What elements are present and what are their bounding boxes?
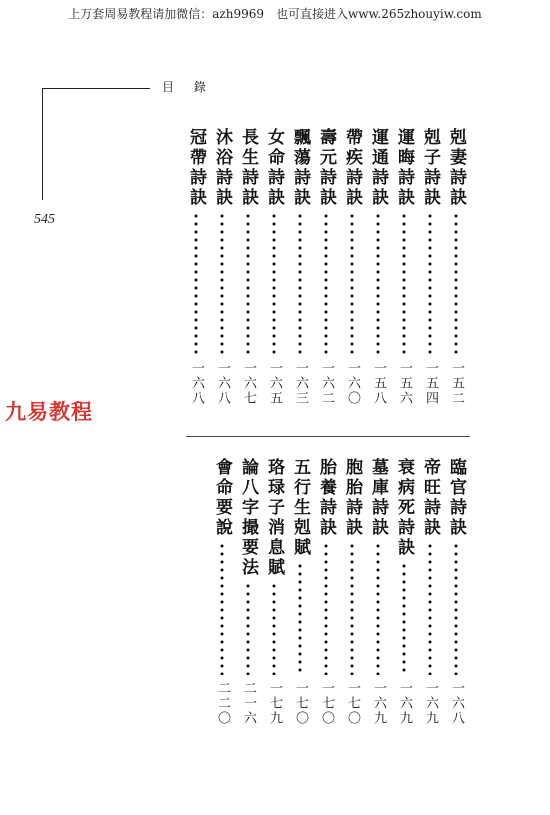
toc-entry[interactable] [314,458,338,726]
dot-leader [428,542,432,675]
toc-entry-title: 臨官詩訣 [446,458,466,538]
header-title: 目 錄 [162,80,214,94]
toc-entry-title: 會命要說 [212,458,232,538]
toc-entry-page: 一七〇 [319,681,334,726]
toc-entry-page: 一五四 [423,361,438,406]
toc-entry[interactable] [236,458,260,726]
toc-entry[interactable] [418,458,442,726]
dot-leader [220,212,224,355]
toc-entry-page: 一六七 [241,361,256,406]
dot-leader [272,582,276,675]
toc-entry-title: 女命詩訣 [264,128,284,208]
toc-entry-title: 剋子詩訣 [420,128,440,208]
dot-leader [454,542,458,675]
toc-entry-title: 壽元詩訣 [316,128,336,208]
section-divider [186,436,470,437]
toc-entry-title: 衰病死詩訣 [394,458,414,558]
toc-entry[interactable] [236,128,260,406]
top-banner: 上万套周易教程请加微信：azh9969 也可直接进入www.265zhouyiw.com [68,7,482,21]
toc-entry[interactable] [340,458,364,726]
toc-entry-page: 一六九 [371,681,386,726]
toc-entry-page: 一六八 [215,361,230,406]
toc-entry-title: 飄蕩詩訣 [290,128,310,208]
toc-entry[interactable] [392,128,416,406]
toc-entry-page: 一六五 [267,361,282,406]
dot-leader [246,582,250,675]
toc-entry[interactable] [262,128,286,406]
toc-entry[interactable] [262,458,286,726]
toc-entry-page: 一五六 [397,361,412,406]
dot-leader [428,212,432,355]
toc-entry-page: 一六九 [423,681,438,726]
toc-entry-title: 運晦詩訣 [394,128,414,208]
dot-leader [324,212,328,355]
dot-leader [350,542,354,675]
toc-entry-page: 一七九 [267,681,282,726]
toc-entry-page: 一七〇 [345,681,360,726]
toc-entry-title: 論八字撮要法 [238,458,258,578]
dot-leader [402,212,406,355]
toc-entry-title: 胎養詩訣 [316,458,336,538]
dot-leader [194,212,198,355]
dot-leader [220,542,224,675]
toc-entry-page: 一七〇 [293,681,308,726]
toc-entry-title: 沐浴詩訣 [212,128,232,208]
toc-entry[interactable] [444,458,468,726]
dot-leader [298,212,302,355]
toc-entry-page: 一六八 [449,681,464,726]
toc-entry-title: 胞胎詩訣 [342,458,362,538]
toc-entry-title: 珞琭子消息賦 [264,458,284,578]
toc-entry-page: 一六二 [319,361,334,406]
page-number: 545 [34,212,55,227]
toc-entry-title: 墓庫詩訣 [368,458,388,538]
frame-horizontal-line [42,88,150,89]
toc-entry-page: 一六〇 [345,361,360,406]
toc-entry-page: 一六三 [293,361,308,406]
dot-leader [376,542,380,675]
dot-leader [298,562,302,675]
toc-entry-title: 五行生剋賦 [290,458,310,558]
toc-entry[interactable] [210,128,234,406]
toc-entry-title: 長生詩訣 [238,128,258,208]
toc-entry-page: 二一六 [241,681,256,726]
toc-entry-title: 冠帶詩訣 [186,128,206,208]
toc-entry-page: 一六八 [189,361,204,406]
toc-entry-page: 一五八 [371,361,386,406]
toc-entry-title: 運通詩訣 [368,128,388,208]
toc-entry-title: 剋妻詩訣 [446,128,466,208]
toc-entry[interactable] [314,128,338,406]
dot-leader [376,212,380,355]
toc-entry[interactable] [366,458,390,726]
toc-entry-title: 帶疾詩訣 [342,128,362,208]
toc-entry[interactable] [288,458,312,726]
toc-entry-title: 帝旺詩訣 [420,458,440,538]
toc-entry[interactable] [288,128,312,406]
dot-leader [246,212,250,355]
toc-entry[interactable] [340,128,364,406]
toc-entry[interactable] [210,458,234,726]
toc-entry[interactable] [184,128,208,406]
dot-leader [454,212,458,355]
frame-vertical-line [42,88,43,200]
dot-leader [350,212,354,355]
dot-leader [324,542,328,675]
dot-leader [402,562,406,675]
toc-entry[interactable] [366,128,390,406]
toc-entry-page: 一六九 [397,681,412,726]
toc-entry[interactable] [444,128,468,406]
toc-entry-page: 一五二 [449,361,464,406]
watermark-logo: 九易教程 [5,400,93,424]
toc-entry[interactable] [418,128,442,406]
toc-entry[interactable] [392,458,416,726]
dot-leader [272,212,276,355]
toc-entry-page: 二二〇 [215,681,230,726]
